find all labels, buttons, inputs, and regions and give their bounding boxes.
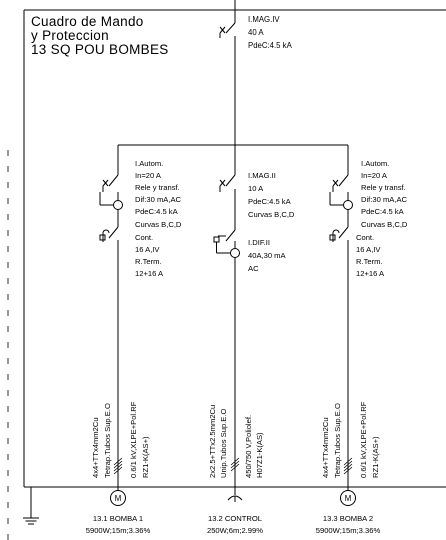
c1-contactor-1: 16 A,IV: [135, 245, 160, 254]
c3-cable-0: 4x4+TTx4mm2Cu: [321, 417, 330, 478]
c1-protection-4: PdeC:4.5 kA: [135, 207, 178, 216]
c2-cable-1: Unip.Tubos Sup.E.O: [219, 408, 228, 478]
c2-protection-3: Curvas B,C,D: [248, 210, 295, 219]
circuit-13-2: [207, 145, 295, 535]
ground-symbol-icon: [23, 487, 39, 524]
c1-contactor-2: R.Term.: [135, 257, 162, 266]
c3-contactor-3: 12+16 A: [356, 269, 385, 278]
c3-protection-1: In=20 A: [361, 171, 387, 180]
main-breaker-name: I.MAG.IV: [248, 15, 280, 24]
differential-relay-icon: [344, 201, 353, 210]
title-line-1: Cuadro de Mando: [31, 14, 144, 29]
c3-output-specs: 5900W;15m;3.36%: [315, 526, 381, 535]
c1-cable-2: 0.6/1 kV,XLPE+Pol.RF: [129, 401, 138, 478]
breaker-symbol-icon: [220, 175, 235, 192]
c2-cable-0: 2x2.5+TTx2.5mm2Cu: [208, 404, 217, 478]
title-line-3: 13 SQ POU BOMBES: [31, 42, 169, 57]
c2-differential-1: 40A,30 mA: [248, 251, 286, 260]
differential-relay-icon: [114, 201, 123, 210]
c1-protection-1: In=20 A: [135, 171, 161, 180]
breaker-symbol-icon: [333, 175, 348, 192]
motor-letter: M: [344, 494, 352, 503]
c1-protection-3: Dif:30 mA,AC: [135, 195, 181, 204]
c1-output-specs: 5900W;15m;3.36%: [85, 526, 151, 535]
control-load-symbol-icon: [228, 496, 242, 502]
c1-contactor-0: Cont.: [135, 233, 154, 242]
c1-cable-3: RZ1-K(AS+): [141, 436, 150, 478]
breaker-symbol-icon: [220, 23, 235, 38]
c2-protection-1: 10 A: [248, 184, 264, 193]
c3-contactor-0: Cont.: [356, 233, 375, 242]
title-block: [31, 14, 169, 57]
title-line-2: y Proteccion: [31, 28, 109, 43]
c3-contactor-1: 16 A,IV: [356, 245, 381, 254]
c2-output-specs: 250W;6m;2.99%: [206, 526, 264, 535]
c2-protection-0: I.MAG.II: [248, 171, 276, 180]
c1-protection-5: Curvas B,C,D: [135, 220, 182, 229]
c3-cable-3: RZ1-K(AS+): [371, 436, 380, 478]
c1-cable-1: Tetrap.Tubos Sup.E.O: [103, 403, 112, 478]
breaker-symbol-icon: [103, 175, 118, 192]
c3-contactor-2: R.Term.: [356, 257, 383, 266]
main-breaker-pdc: PdeC:4.5 kA: [248, 41, 292, 50]
differential-switch-icon: [214, 230, 240, 258]
c1-contactor-3: 12+16 A: [135, 269, 164, 278]
c2-differential-0: I.DIF.II: [248, 238, 270, 247]
c1-protection-2: Rele y transf.: [135, 183, 180, 192]
main-breaker-rating: 40 A: [248, 28, 264, 37]
c3-protection-2: Rele y transf.: [361, 183, 406, 192]
c2-protection-2: PdeC:4.5 kA: [248, 197, 291, 206]
c1-cable-0: 4x4+TTx4mm2Cu: [91, 417, 100, 478]
c3-protection-0: I.Autom.: [361, 159, 390, 168]
motor-letter: M: [114, 494, 122, 503]
c3-protection-4: PdeC:4.5 kA: [361, 207, 404, 216]
c2-cable-3: H07Z1-K(AS): [255, 432, 264, 478]
c1-protection-0: I.Autom.: [135, 159, 164, 168]
main-breaker: [220, 0, 293, 145]
c2-cable-2: 450/750 V,Poliolef.: [244, 414, 253, 478]
c3-output-label: 13.3 BOMBA 2: [322, 514, 374, 523]
c1-output-label: 13.1 BOMBA 1: [92, 514, 144, 523]
circuit-13-3: [316, 145, 408, 535]
c3-protection-5: Curvas B,C,D: [361, 220, 408, 229]
motor-symbol-icon: [111, 491, 126, 506]
c2-differential-2: AC: [248, 264, 259, 273]
c3-cable-1: Tetrap.Tubos Sup.E.O: [333, 403, 342, 478]
c3-cable-2: 0.6/1 kV,XLPE+Pol.RF: [359, 401, 368, 478]
circuit-13-1: [86, 145, 182, 535]
c2-output-label: 13.2 CONTROL: [207, 514, 263, 523]
contactor-symbol-icon: [330, 227, 348, 242]
motor-symbol-icon: [341, 491, 356, 506]
contactor-symbol-icon: [100, 227, 118, 242]
c3-protection-3: Dif:30 mA,AC: [361, 195, 407, 204]
